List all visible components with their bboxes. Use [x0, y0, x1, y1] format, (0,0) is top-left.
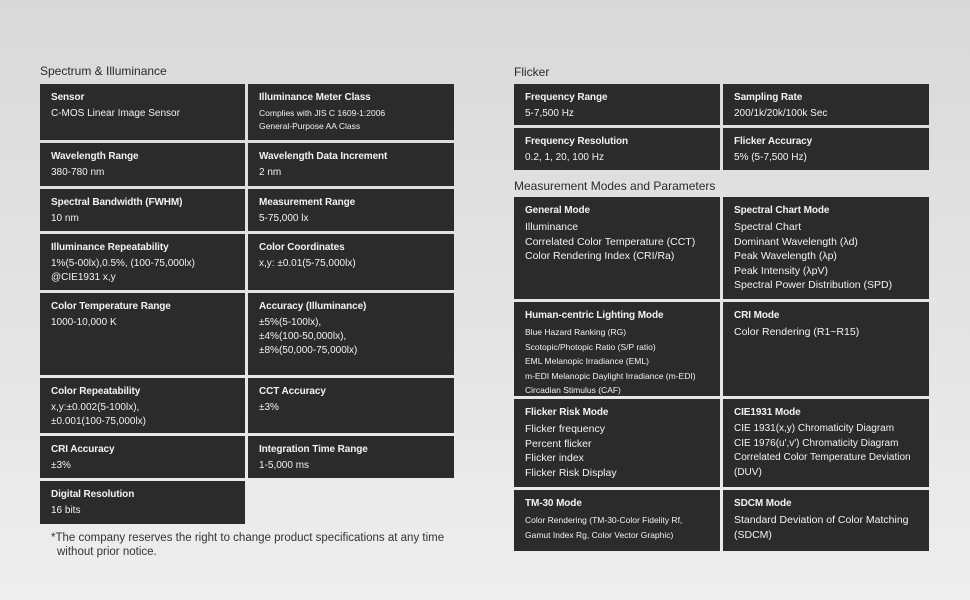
mode-cell-spectral-chart — [723, 197, 929, 299]
spec-cell-integration-time-range — [248, 436, 454, 478]
spec-label: Color Temperature Range — [51, 301, 171, 312]
spec-cell-illuminance-repeatability — [40, 234, 245, 290]
spec-cell-color-temperature-range — [40, 293, 245, 375]
spec-label: Flicker Accuracy — [734, 136, 813, 147]
spectrum-spec-grid — [40, 84, 454, 524]
modes-section-title: Measurement Modes and Parameters — [514, 179, 716, 193]
spec-label: Integration Time Range — [259, 444, 368, 455]
flicker-spec-grid — [514, 84, 929, 170]
mode-label: CRI Mode — [734, 310, 780, 321]
spec-cell-wavelength-increment — [248, 143, 454, 186]
flicker-cell-flicker-accuracy — [723, 128, 929, 170]
spec-value: 5% (5-7,500 Hz) — [734, 152, 807, 163]
spec-value: 0.2, 1, 20, 100 Hz — [525, 152, 604, 163]
spec-value: 1000-10,000 K — [51, 317, 117, 328]
spec-label: Digital Resolution — [51, 489, 135, 500]
spec-value: 1-5,000 ms — [259, 460, 310, 471]
spec-cell-cri-accuracy — [40, 436, 245, 478]
mode-value: Standard Deviation of Color Matching (SDCM) — [734, 514, 909, 541]
spectrum-section-title: Spectrum & Illuminance — [40, 64, 167, 78]
mode-label: TM-30 Mode — [525, 498, 582, 509]
spec-value: Complies with JIS C 1609-1:2006 General-Purpose AA Class — [259, 108, 386, 131]
spec-cell-sensor — [40, 84, 245, 140]
modes-spec-grid — [514, 197, 929, 551]
mode-value: Spectral Chart Dominant Wavelength (λd) Peak Wavelength (λp) Peak Intensity (λpV) Spectral Power Distribution (SPD) — [734, 221, 893, 291]
mode-cell-cie1931 — [723, 399, 929, 487]
mode-label: General Mode — [525, 205, 590, 216]
spec-label: Accuracy (Illuminance) — [259, 301, 367, 312]
mode-value: Color Rendering (R1~R15) — [734, 326, 860, 338]
spec-value: 1%(5-00lx),0.5%, (100-75,000lx) @CIE1931 x,y — [51, 258, 195, 283]
spec-value: x,y: ±0.01(5-75,000lx) — [259, 258, 356, 269]
mode-value: CIE 1931(x,y) Chromaticity Diagram CIE 1976(u',v') Chromaticity Diagram Correlated Color Temperature Deviation (DUV) — [734, 423, 911, 478]
mode-cell-tm30 — [514, 490, 720, 551]
mode-cell-human-centric-lighting — [514, 302, 720, 396]
mode-label: Spectral Chart Mode — [734, 205, 830, 216]
mode-cell-flicker-risk — [514, 399, 720, 487]
spec-label: Illuminance Meter Class — [259, 92, 371, 103]
spec-cell-spectral-bandwidth — [40, 189, 245, 231]
spec-value: ±3% — [51, 460, 71, 471]
spec-label: CCT Accuracy — [259, 386, 326, 397]
spec-value: ±5%(5-100lx), ±4%(100-50,000lx), ±8%(50,000-75,000lx) — [259, 317, 358, 356]
spec-value: 5-7,500 Hz — [525, 108, 574, 119]
mode-value: Flicker frequency Percent flicker Flicker index Flicker Risk Display — [525, 423, 617, 479]
mode-label: Flicker Risk Mode — [525, 407, 609, 418]
spec-label: Measurement Range — [259, 197, 356, 208]
spec-label: Sampling Rate — [734, 92, 803, 103]
mode-cell-general — [514, 197, 720, 299]
spec-value: 380-780 nm — [51, 167, 105, 178]
mode-cell-cri — [723, 302, 929, 396]
spec-value: 200/1k/20k/100k Sec — [734, 108, 828, 119]
spec-cell-cct-accuracy — [248, 378, 454, 433]
spec-cell-accuracy-illuminance — [248, 293, 454, 375]
flicker-cell-frequency-range — [514, 84, 720, 125]
mode-label: SDCM Mode — [734, 498, 792, 509]
mode-value: Blue Hazard Ranking (RG) Scotopic/Photopic Ratio (S/P ratio) EML Melanopic Irradiance (EML) m-EDI Melanopic Daylight Irradiance (m-EDI) Circadian Stimulus (CAF) — [525, 327, 696, 395]
disclaimer-footnote: *The company reserves the right to change product specifications at any time without prior notice. — [51, 532, 445, 558]
spec-value: 5-75,000 lx — [259, 213, 309, 224]
spec-cell-digital-resolution — [40, 481, 245, 524]
spec-cell-color-repeatability — [40, 378, 245, 433]
flicker-cell-sampling-rate — [723, 84, 929, 125]
mode-cell-sdcm — [723, 490, 929, 551]
spec-label: Wavelength Range — [51, 151, 139, 162]
spec-value: 10 nm — [51, 213, 79, 224]
flicker-cell-frequency-resolution — [514, 128, 720, 170]
mode-value: Illuminance Correlated Color Temperature (CCT) Color Rendering Index (CRI/Ra) — [525, 221, 696, 262]
spec-cell-illuminance-meter-class — [248, 84, 454, 140]
mode-value: Color Rendering (TM-30-Color Fidelity Rf, Gamut Index Rg, Color Vector Graphic) — [525, 515, 683, 540]
spec-label: Frequency Resolution — [525, 136, 629, 147]
spec-cell-measurement-range — [248, 189, 454, 231]
flicker-section-title: Flicker — [514, 65, 550, 79]
spec-label: Frequency Range — [525, 92, 608, 103]
mode-label: CIE1931 Mode — [734, 407, 801, 418]
spec-value: 2 nm — [259, 167, 282, 178]
spec-value: x,y:±0.002(5-100lx), ±0.001(100-75,000lx) — [51, 402, 146, 427]
spec-label: CRI Accuracy — [51, 444, 115, 455]
spec-label: Spectral Bandwidth (FWHM) — [51, 197, 183, 208]
spec-cell-wavelength-range — [40, 143, 245, 186]
spec-label: Illuminance Repeatability — [51, 242, 169, 253]
spec-value: ±3% — [259, 402, 279, 413]
spec-label: Color Coordinates — [259, 242, 345, 253]
spec-label: Sensor — [51, 92, 85, 103]
spec-value: 16 bits — [51, 505, 81, 516]
spec-label: Wavelength Data Increment — [259, 151, 388, 162]
mode-label: Human-centric Lighting Mode — [525, 310, 664, 321]
spec-label: Color Repeatability — [51, 386, 141, 397]
spec-cell-empty — [248, 481, 454, 524]
spec-cell-color-coordinates — [248, 234, 454, 290]
spec-value: C-MOS Linear Image Sensor — [51, 108, 180, 119]
